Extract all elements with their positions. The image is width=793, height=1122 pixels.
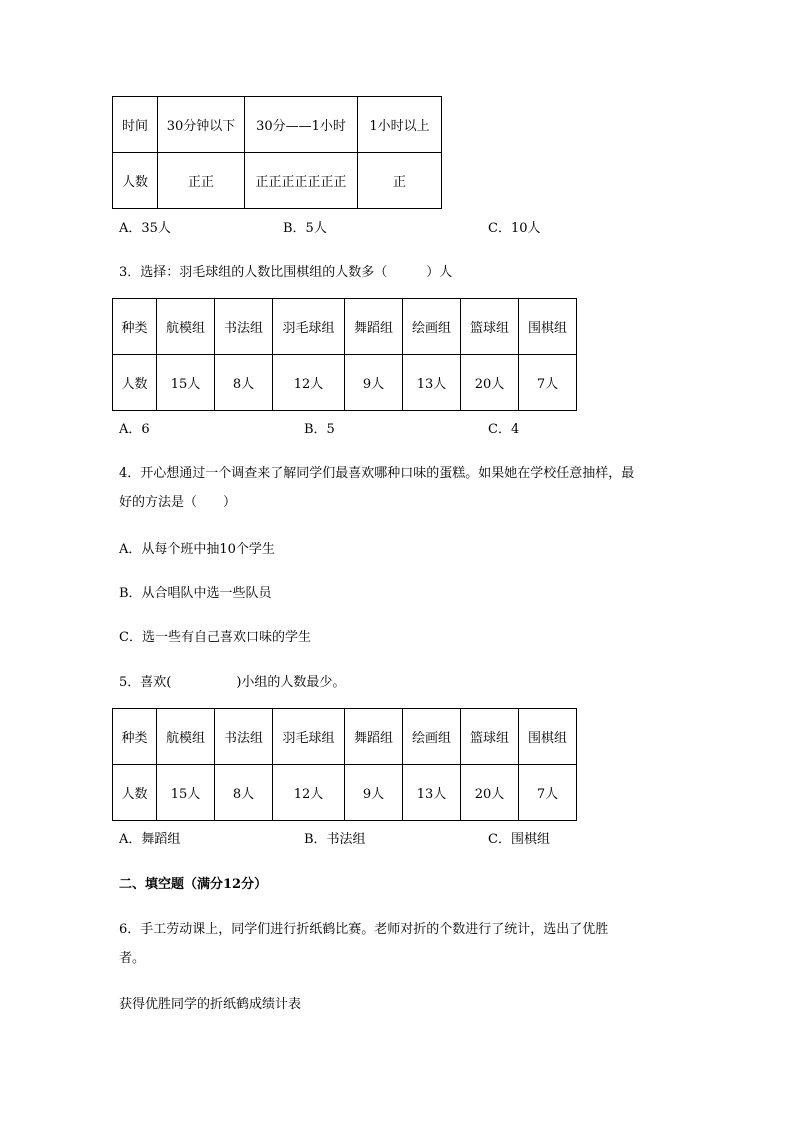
table-cell: 20人 — [461, 355, 519, 411]
option-b: B．5 — [304, 422, 335, 437]
table-row — [113, 709, 577, 765]
table-cell: 8人 — [215, 355, 273, 411]
table-cell: 羽毛球组 — [273, 299, 345, 355]
table-cell: 绘画组 — [403, 709, 461, 765]
option-c: C．围棋组 — [488, 832, 550, 847]
option-c: C．10人 — [488, 221, 541, 236]
table-cell: 篮球组 — [461, 299, 519, 355]
table-cell: 9人 — [345, 355, 403, 411]
table-cell: 30分——1小时 — [245, 97, 358, 153]
table-cell: 13人 — [403, 765, 461, 821]
table-row — [113, 765, 577, 821]
table-cell: 正正正正正正正 — [245, 153, 358, 209]
table-cell: 人数 — [113, 355, 157, 411]
table-cell: 9人 — [345, 765, 403, 821]
table-cell: 12人 — [273, 355, 345, 411]
table-cell: 围棋组 — [519, 709, 577, 765]
table-row — [113, 153, 442, 209]
table-cell: 20人 — [461, 765, 519, 821]
table-cell: 种类 — [113, 709, 157, 765]
option-a: A．35人 — [119, 221, 171, 236]
option-b: B．从合唱队中选一些队员 — [119, 586, 272, 601]
table-cell: 13人 — [403, 355, 461, 411]
table-cell: 围棋组 — [519, 299, 577, 355]
group-count-table-q3 — [112, 298, 577, 411]
table-caption: 获得优胜同学的折纸鹤成绩计表 — [119, 997, 302, 1012]
table-cell: 30分钟以下 — [158, 97, 245, 153]
option-b: B．5人 — [283, 221, 327, 236]
option-a: A．舞蹈组 — [119, 832, 181, 847]
question-4-text-cont: 好的方法是（ ） — [119, 495, 237, 510]
table-cell: 正 — [358, 153, 442, 209]
question-4-text: 4．开心想通过一个调查来了解同学们最喜欢哪种口味的蛋糕。如果她在学校任意抽样，最 — [119, 466, 635, 481]
table-cell: 人数 — [113, 765, 157, 821]
table-cell: 书法组 — [215, 709, 273, 765]
table-cell: 15人 — [157, 355, 215, 411]
table-cell: 12人 — [273, 765, 345, 821]
question-6-text-cont: 者。 — [119, 951, 146, 966]
time-tally-table — [112, 96, 442, 209]
group-count-table-q5 — [112, 708, 577, 821]
table-cell: 8人 — [215, 765, 273, 821]
table-cell: 1小时以上 — [358, 97, 442, 153]
table-cell: 7人 — [519, 355, 577, 411]
question-3-text: 3．选择：羽毛球组的人数比围棋组的人数多（ ）人 — [119, 265, 453, 280]
table-cell: 篮球组 — [461, 709, 519, 765]
table-cell: 种类 — [113, 299, 157, 355]
question-5-text: 5．喜欢( )小组的人数最少。 — [119, 675, 346, 690]
option-a: A．从每个班中抽10个学生 — [119, 542, 275, 557]
table-row — [113, 97, 442, 153]
table-cell: 航模组 — [157, 299, 215, 355]
table-cell: 7人 — [519, 765, 577, 821]
option-c: C．4 — [488, 422, 520, 437]
table-row — [113, 299, 577, 355]
table-cell: 绘画组 — [403, 299, 461, 355]
question-6-text: 6．手工劳动课上，同学们进行折纸鹤比赛。老师对折的个数进行了统计，选出了优胜 — [119, 922, 609, 937]
table-cell: 时间 — [113, 97, 158, 153]
table-cell: 航模组 — [157, 709, 215, 765]
option-a: A．6 — [119, 422, 150, 437]
option-c: C．选一些有自己喜欢口味的学生 — [119, 630, 311, 645]
section-title: 二、填空题（满分12分） — [119, 877, 268, 892]
table-cell: 15人 — [157, 765, 215, 821]
table-cell: 人数 — [113, 153, 158, 209]
option-b: B．书法组 — [304, 832, 366, 847]
table-cell: 正正 — [158, 153, 245, 209]
table-cell: 羽毛球组 — [273, 709, 345, 765]
table-cell: 舞蹈组 — [345, 709, 403, 765]
table-cell: 舞蹈组 — [345, 299, 403, 355]
table-cell: 书法组 — [215, 299, 273, 355]
table-row — [113, 355, 577, 411]
